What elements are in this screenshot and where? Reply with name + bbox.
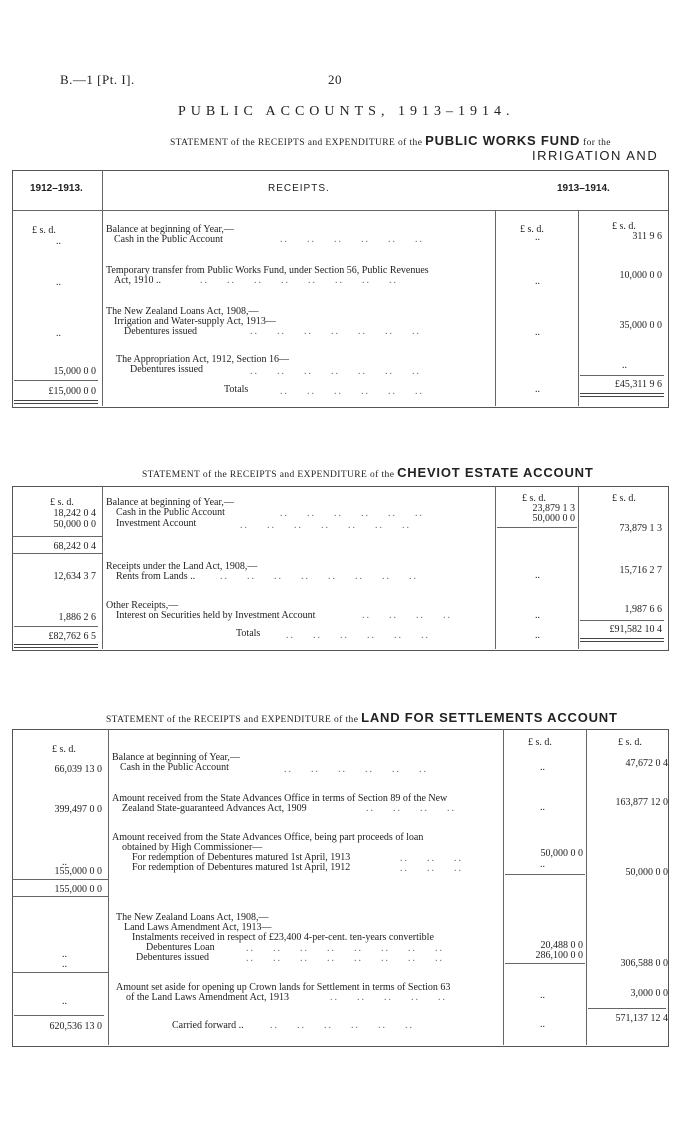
s3-col-rule-2 xyxy=(503,729,504,1045)
s2-r2-text-b: Rents from Lands .. xyxy=(116,571,196,582)
s3-r4e-leaders: .. .. .. .. .. .. .. .. xyxy=(246,953,444,964)
s2-r1-text-b: Cash in the Public Account xyxy=(116,507,225,518)
s1-r2-text-b: Act, 1910 .. xyxy=(114,275,161,286)
s2-r1-text-c: Investment Account xyxy=(116,518,197,529)
s2-heading xyxy=(142,465,594,480)
s3-r4-text-b: Land Laws Amendment Act, 1913— xyxy=(124,922,272,933)
s3-r4-text-e: Debentures issued xyxy=(136,952,210,963)
s1-r3-left: .. xyxy=(56,328,61,339)
s3-r2-text-b: Zealand State-guaranteed Advances Act, 1909 xyxy=(122,803,307,814)
s1-sum-rule-right xyxy=(580,375,664,376)
s3-left-sum-rule xyxy=(12,879,108,880)
s1-double-rule-left xyxy=(14,400,98,404)
s1-heading-line2: IRRIGATION AND xyxy=(532,148,659,163)
s2-r3-mid: .. xyxy=(535,610,540,621)
s2-r2-right: 15,716 2 7 xyxy=(619,565,662,576)
s1-totals-leaders: .. .. .. .. .. .. xyxy=(280,386,424,397)
s1-r3-text-c: Debentures issued xyxy=(124,326,198,337)
s2-heading-pre: STATEMENT of the RECEIPTS and EXPENDITURE of the xyxy=(142,470,395,480)
s3-r5-left: .. xyxy=(62,996,67,1007)
s1-sum-rule-left xyxy=(14,380,98,381)
s1-r1-text-a: Balance at beginning of Year,— xyxy=(106,224,234,235)
s2-r1c-leaders: .. .. .. .. .. .. .. xyxy=(240,520,411,531)
s1-r4-leaders: .. .. .. .. .. .. .. xyxy=(250,366,421,377)
s3-heading-pre: STATEMENT of the RECEIPTS and EXPENDITURE of the xyxy=(106,715,359,725)
s3-r1-right: 47,672 0 4 xyxy=(625,758,668,769)
s2-mid-sum-rule xyxy=(497,527,577,528)
s2-r1c-left: 50,000 0 0 xyxy=(53,519,96,530)
s1-r3-mid: .. xyxy=(535,327,540,338)
s3-currency-mid: £ s. d. xyxy=(528,737,552,748)
s3-r3c-left: .. xyxy=(62,857,67,868)
s2-double-rule-left xyxy=(14,644,98,648)
s3-sub-left: 155,000 0 0 xyxy=(54,884,102,895)
s1-r2-left: .. xyxy=(56,277,61,288)
s2-totals-leaders: .. .. .. .. .. .. xyxy=(286,630,430,641)
s3-col-rule-3 xyxy=(586,729,587,1045)
s1-r2-mid: .. xyxy=(535,276,540,287)
s1-r3-text-b: Irrigation and Water-supply Act, 1913— xyxy=(114,316,276,327)
s3-currency-left: £ s. d. xyxy=(52,744,76,755)
s1-r2-right: 10,000 0 0 xyxy=(619,270,662,281)
s2-left-sub-rule xyxy=(12,553,102,554)
s2-totals-right: £91,582 10 4 xyxy=(609,624,662,635)
s3-r3-text-c: For redemption of Debentures matured 1st April, 1913 xyxy=(132,852,351,863)
s2-totals-label: Totals xyxy=(236,628,261,639)
s2-r1c-mid: 50,000 0 0 xyxy=(532,513,575,524)
s1-r3-text-a: The New Zealand Loans Act, 1908,— xyxy=(106,306,259,317)
s1-col-rule-2 xyxy=(495,210,496,406)
s1-r1-text-b: Cash in the Public Account xyxy=(114,234,223,245)
page-reference: B.—1 [Pt. I]. xyxy=(60,72,135,87)
s3-r3-right: 50,000 0 0 xyxy=(625,867,668,878)
s3-r4-text-d: Debentures Loan xyxy=(146,942,215,953)
s2-r1b-leaders: .. .. .. .. .. .. xyxy=(280,508,424,519)
s3-r1-text-b: Cash in the Public Account xyxy=(120,762,229,773)
s3-cf-rule-right xyxy=(588,1008,666,1009)
s1-col-rule-3 xyxy=(578,210,579,406)
s1-header-rule xyxy=(12,210,668,211)
s3-heading-bold: LAND FOR SETTLEMENTS ACCOUNT xyxy=(361,710,618,725)
s1-r3-leaders: .. .. .. .. .. .. .. xyxy=(250,326,421,337)
s2-r3-text-a: Other Receipts,— xyxy=(106,600,179,611)
s3-left-r4-rule xyxy=(12,972,108,973)
s1-currency-right: £ s. d. xyxy=(612,221,636,232)
s2-totals-left: £82,762 6 5 xyxy=(48,631,96,642)
s3-r3c-leaders: .. .. .. xyxy=(400,853,463,864)
s2-r3-right: 1,987 6 6 xyxy=(624,604,662,615)
s1-r1-right: 311 9 6 xyxy=(632,231,662,242)
s3-r5-right: 3,000 0 0 xyxy=(630,988,668,999)
s1-heading xyxy=(170,133,611,148)
s3-r3d-leaders: .. .. .. xyxy=(400,863,463,874)
s3-r4e-mid: 286,100 0 0 xyxy=(535,950,583,961)
s1-r1-mid: .. xyxy=(535,232,540,243)
s1-r1-leaders: .. .. .. .. .. .. xyxy=(280,234,424,245)
s1-r4-text-a: The Appropriation Act, 1912, Section 16— xyxy=(116,354,290,365)
s3-mid-sum-rule-2 xyxy=(505,963,585,964)
s2-sub-left: 68,242 0 4 xyxy=(53,541,96,552)
s3-r1-leaders: .. .. .. .. .. .. xyxy=(284,764,428,775)
s1-totals-left: £15,000 0 0 xyxy=(48,386,96,397)
s1-col-right-header: 1913–1914. xyxy=(557,183,610,194)
s3-r3-text-b: obtained by High Commissioner— xyxy=(122,842,263,853)
s3-r5-text-b: of the Land Laws Amendment Act, 1913 xyxy=(126,992,290,1003)
s3-r4-text-a: The New Zealand Loans Act, 1908,— xyxy=(116,912,269,923)
s3-r2-left: 399,497 0 0 xyxy=(54,804,102,815)
s3-r5-leaders: .. .. .. .. .. xyxy=(330,992,447,1003)
s3-cf-rule-left xyxy=(14,1015,104,1016)
s3-r2-leaders: .. .. .. .. xyxy=(366,803,456,814)
s3-r1-text-a: Balance at beginning of Year,— xyxy=(112,752,240,763)
s1-col-mid-header: RECEIPTS. xyxy=(268,183,330,194)
s3-r3d-left: 155,000 0 0 xyxy=(54,866,102,877)
s2-col-rule-1 xyxy=(102,486,103,649)
s1-r2-text-a: Temporary transfer from Public Works Fund, under Section 56, Public Revenues xyxy=(106,265,429,276)
s1-totals-right: £45,311 9 6 xyxy=(614,379,662,390)
s3-r4d-mid: 20,488 0 0 xyxy=(540,940,583,951)
s2-r3-leaders: .. .. .. .. xyxy=(362,610,452,621)
s3-cf-left: 620,536 13 0 xyxy=(49,1021,102,1032)
s3-r2-right: 163,877 12 0 xyxy=(615,797,668,808)
s2-sum-rule-right xyxy=(580,620,664,621)
s3-cf-label: Carried forward .. xyxy=(172,1020,244,1031)
s2-r2-mid: .. xyxy=(535,570,540,581)
s1-heading-pre: STATEMENT of the RECEIPTS and EXPENDITURE of the xyxy=(170,138,423,148)
s2-r2-leaders: .. .. .. .. .. .. .. .. xyxy=(220,571,418,582)
s3-heading xyxy=(106,710,618,725)
s2-double-rule-right xyxy=(580,638,664,642)
s2-r1b-mid: 23,879 1 3 xyxy=(532,503,575,514)
s3-r3c-mid: 50,000 0 0 xyxy=(540,848,583,859)
s2-col-rule-3 xyxy=(578,486,579,649)
s2-r2-left: 12,634 3 7 xyxy=(53,571,96,582)
s2-currency-left: £ s. d. xyxy=(50,497,74,508)
s2-r1-right: 73,879 1 3 xyxy=(619,523,662,534)
s1-heading-post: for the xyxy=(583,138,611,148)
s2-r3-text-b: Interest on Securities held by Investment Account xyxy=(116,610,316,621)
s3-left-sub-rule xyxy=(12,896,108,897)
s1-totals-label: Totals xyxy=(224,384,249,395)
s1-r4-right: .. xyxy=(622,360,627,371)
s3-r1-left: 66,039 13 0 xyxy=(54,764,102,775)
s3-r3d-mid: .. xyxy=(540,859,545,870)
s2-sum-rule-left xyxy=(14,626,98,627)
s3-r4-text-c: Instalments received in respect of £23,400 4-per-cent. ten-years convertible xyxy=(132,932,434,943)
s1-r1-left: .. xyxy=(56,236,61,247)
s3-r4d-left: .. xyxy=(62,949,67,960)
s3-cf-leaders: .. .. .. .. .. .. xyxy=(270,1020,414,1031)
s3-r3-text-a: Amount received from the State Advances Office, being part proceeds of loan xyxy=(112,832,424,843)
s3-r5-text-a: Amount set aside for opening up Crown lands for Settlement in terms of Section 63 xyxy=(116,982,451,993)
s3-cf-right: 571,137 12 4 xyxy=(615,1013,668,1024)
s2-currency-mid: £ s. d. xyxy=(522,493,546,504)
s2-totals-mid: .. xyxy=(535,630,540,641)
page-title: PUBLIC ACCOUNTS, 1913–1914. xyxy=(178,104,515,119)
s1-totals-mid: .. xyxy=(535,384,540,395)
s2-heading-bold: CHEVIOT ESTATE ACCOUNT xyxy=(397,465,594,480)
s1-col-rule-1 xyxy=(102,170,103,406)
s1-col-left-header: 1912–1913. xyxy=(30,183,83,194)
s3-r1-mid: .. xyxy=(540,762,545,773)
s3-r2-text-a: Amount received from the State Advances Office in terms of Section 89 of the New xyxy=(112,793,448,804)
s2-r1b-left: 18,242 0 4 xyxy=(53,508,96,519)
s3-r3-text-d: For redemption of Debentures matured 1st April, 1912 xyxy=(132,862,351,873)
s1-double-rule-right xyxy=(580,393,664,397)
s3-r5-mid: .. xyxy=(540,990,545,1001)
s3-cf-mid: .. xyxy=(540,1019,545,1030)
s1-currency-mid: £ s. d. xyxy=(520,224,544,235)
s1-r3-right: 35,000 0 0 xyxy=(619,320,662,331)
s3-r4d-leaders: .. .. .. .. .. .. .. .. xyxy=(246,943,444,954)
s1-r4-left: 15,000 0 0 xyxy=(53,366,96,377)
page-number: 20 xyxy=(328,72,342,87)
s2-r2-text-a: Receipts under the Land Act, 1908,— xyxy=(106,561,258,572)
s3-r2-mid: .. xyxy=(540,802,545,813)
s3-mid-sum-rule-1 xyxy=(505,874,585,875)
s2-left-sum-rule xyxy=(12,536,102,537)
s1-r2-leaders: .. .. .. .. .. .. .. .. xyxy=(200,275,398,286)
s3-currency-right: £ s. d. xyxy=(618,737,642,748)
s1-heading-bold: PUBLIC WORKS FUND xyxy=(425,133,581,148)
s2-col-rule-2 xyxy=(495,486,496,649)
s1-currency-left: £ s. d. xyxy=(32,225,56,236)
s2-r3-left: 1,886 2 6 xyxy=(58,612,96,623)
s2-currency-right: £ s. d. xyxy=(612,493,636,504)
s3-r4-right: 306,588 0 0 xyxy=(620,958,668,969)
s1-r4-text-b: Debentures issued xyxy=(130,364,204,375)
s3-r4e-left: .. xyxy=(62,959,67,970)
s3-col-rule-1 xyxy=(108,729,109,1045)
s2-r1-text-a: Balance at beginning of Year,— xyxy=(106,497,234,508)
